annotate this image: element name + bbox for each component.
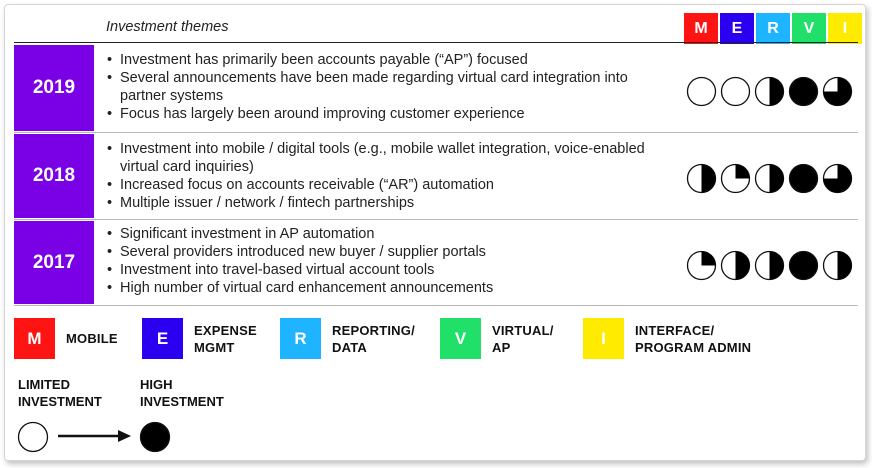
mervi-e: E [719, 12, 755, 45]
bullet-list [107, 140, 667, 212]
scale-arrow-wrap [58, 428, 132, 449]
rating-group [686, 76, 853, 107]
bullet-item: • Several providers introduced new buyer / supplier portals [107, 243, 667, 261]
mervi-m: M [683, 12, 719, 45]
harvey-ball-icon [720, 250, 751, 281]
mervi-header [683, 12, 863, 45]
harvey-ball-icon [686, 163, 717, 194]
legend-label-line2: DATA [332, 339, 367, 355]
legend-swatch: R [280, 318, 321, 359]
limited-line1: LIMITED [18, 377, 70, 392]
legend-virtual [440, 318, 554, 359]
harvey-ball-icon [822, 76, 853, 107]
mervi-v: V [791, 12, 827, 45]
legend-label-line2: AP [492, 339, 511, 355]
legend-reporting [280, 318, 415, 359]
row-divider [14, 305, 858, 306]
legend-label-line1: EXPENSE [194, 322, 257, 338]
scale-low-icon-wrap [17, 421, 49, 458]
limited-line2: INVESTMENT [18, 394, 102, 409]
legend-label [194, 322, 257, 356]
legend-swatch: V [440, 318, 481, 359]
rating-group [686, 250, 853, 281]
high-investment-label [140, 376, 224, 410]
harvey-ball-icon [720, 163, 751, 194]
harvey-ball-icon [788, 163, 819, 194]
year-row-2019 [14, 45, 858, 131]
legend-label-line1: VIRTUAL/ [492, 322, 554, 338]
legend-label [66, 330, 118, 347]
bullet-item: • Increased focus on accounts receivable (“AR”) automation [107, 176, 667, 194]
bullet-item: • Investment into mobile / digital tools (e.g., mobile wallet integration, voice-enabled virtual card inquiries) [107, 140, 667, 176]
bullet-item: • Significant investment in AP automation [107, 225, 667, 243]
harvey-ball-icon [754, 250, 785, 281]
legend-label-line2: PROGRAM ADMIN [635, 339, 752, 355]
rating-group [686, 163, 853, 194]
bullet-item: • Focus has largely been around improving customer experience [107, 105, 667, 123]
scale-high-icon-wrap [139, 421, 171, 458]
legend-swatch: I [583, 318, 624, 359]
bullet-item: • Investment into travel-based virtual account tools [107, 261, 667, 279]
year-label: 2019 [14, 45, 94, 131]
harvey-ball-icon [822, 163, 853, 194]
legend-interface [583, 318, 751, 359]
harvey-ball-icon [754, 163, 785, 194]
harvey-ball-icon [822, 250, 853, 281]
row-divider [14, 132, 858, 133]
legend-expense [142, 318, 257, 359]
legend-swatch: E [142, 318, 183, 359]
legend-label-line1: REPORTING/ [332, 322, 415, 338]
header-divider [14, 42, 858, 43]
legend-label [332, 322, 415, 356]
header-title: Investment themes [106, 19, 229, 35]
harvey-ball-icon [686, 250, 717, 281]
bullet-item: • High number of virtual card enhancement announcements [107, 279, 667, 297]
legend-label-line1: MOBILE [66, 331, 118, 346]
legend-mobile [14, 318, 118, 359]
harvey-ball-icon [788, 76, 819, 107]
full-circle-icon [139, 421, 171, 453]
bullet-item: • Multiple issuer / network / fintech partnerships [107, 194, 667, 212]
year-row-2017 [14, 221, 858, 304]
year-label: 2017 [14, 221, 94, 304]
harvey-ball-icon [788, 250, 819, 281]
year-label: 2018 [14, 134, 94, 218]
mervi-r: R [755, 12, 791, 45]
right-arrow-icon [58, 428, 132, 444]
legend-swatch: M [14, 318, 55, 359]
empty-circle-icon [17, 421, 49, 453]
bullet-item: • Investment has primarily been accounts payable (“AP”) focused [107, 51, 667, 69]
harvey-ball-icon [686, 76, 717, 107]
legend-label [635, 322, 751, 356]
high-line1: HIGH [140, 377, 173, 392]
mervi-i: I [827, 12, 863, 45]
year-row-2018 [14, 134, 858, 218]
bullet-list [107, 225, 667, 297]
bullet-item: • Several announcements have been made regarding virtual card integration into partner systems [107, 69, 667, 105]
legend-label-line1: INTERFACE/ [635, 322, 715, 338]
legend-label-line2: MGMT [194, 339, 235, 355]
harvey-ball-icon [754, 76, 785, 107]
bullet-list [107, 51, 667, 123]
row-divider [14, 219, 858, 220]
harvey-ball-icon [720, 76, 751, 107]
limited-investment-label [18, 376, 102, 410]
legend-label [492, 322, 554, 356]
high-line2: INVESTMENT [140, 394, 224, 409]
